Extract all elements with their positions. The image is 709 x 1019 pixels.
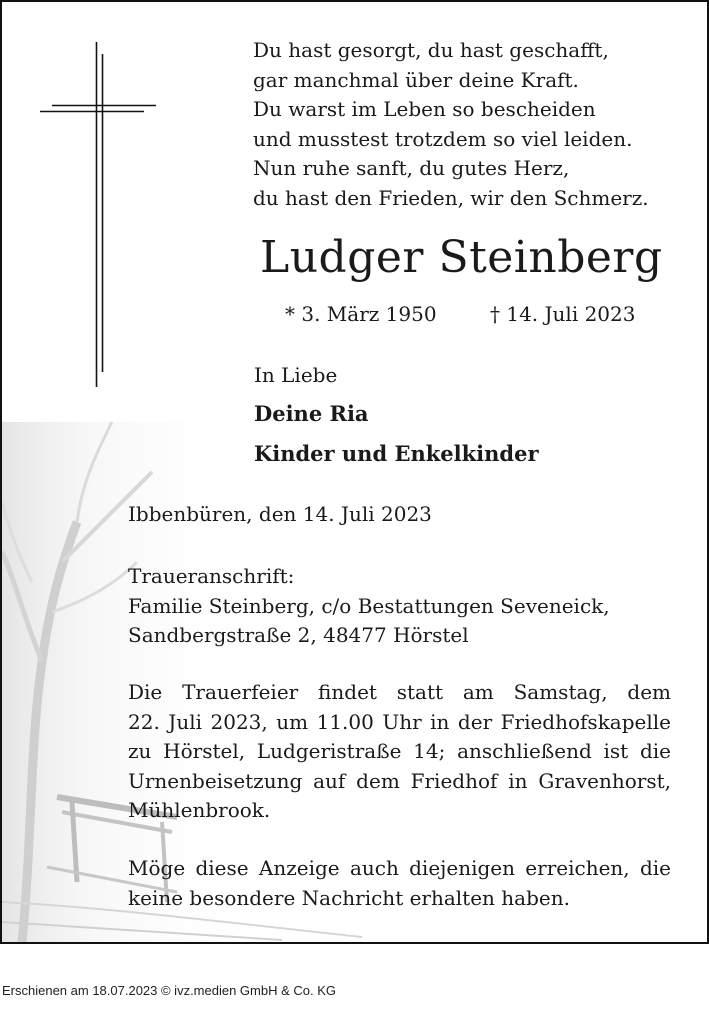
poem-line: gar manchmal über deine Kraft. (253, 67, 579, 92)
closing-line: Möge diese Anzeige auch diejenigen erreichen, die (128, 856, 671, 880)
deceased-name: Ludger Steinberg (260, 232, 663, 283)
mourning-address (128, 562, 610, 651)
poem-line: und musstest trotzdem so viel leiden. (253, 126, 633, 151)
poem-line: Du warst im Leben so bescheiden (253, 97, 596, 122)
funeral-line: zu Hörstel, Ludgeristraße 14; anschließend ist die (128, 739, 671, 764)
mourner-spouse: Deine Ria (254, 401, 369, 426)
poem-line: du hast den Frieden, wir den Schmerz. (253, 185, 649, 210)
poem (253, 36, 693, 214)
cross-icon (40, 42, 158, 390)
funeral-details (128, 678, 671, 826)
address-line: Familie Steinberg, c/o Bestattungen Seveneick, (128, 593, 610, 618)
mourner-family: Kinder und Enkelkinder (254, 441, 539, 466)
address-label: Traueranschrift: (128, 564, 295, 588)
poem-line: Du hast gesorgt, du hast geschafft, (253, 38, 609, 62)
death-date: † 14. Juli 2023 (490, 302, 636, 326)
funeral-line: Mühlenbrook. (128, 798, 271, 823)
funeral-line: 22. Juli 2023, um 11.00 Uhr in der Friedhofskapelle (128, 709, 671, 734)
funeral-line: Urnenbeisetzung auf dem Friedhof in Gravenhorst, (128, 768, 671, 793)
poem-line: Nun ruhe sanft, du gutes Herz, (253, 156, 570, 181)
publication-footer: Erschienen am 18.07.2023 © ivz.medien GmbH & Co. KG (2, 983, 337, 998)
closing-line: keine besondere Nachricht erhalten haben. (128, 885, 570, 910)
funeral-line: Die Trauerfeier findet statt am Samstag, dem (128, 680, 671, 704)
mourners-intro: In Liebe (254, 363, 338, 387)
address-line: Sandbergstraße 2, 48477 Hörstel (128, 623, 469, 648)
closing-note (128, 854, 671, 913)
place-date: Ibbenbüren, den 14. Juli 2023 (128, 502, 432, 526)
birth-date: * 3. März 1950 (285, 302, 437, 326)
